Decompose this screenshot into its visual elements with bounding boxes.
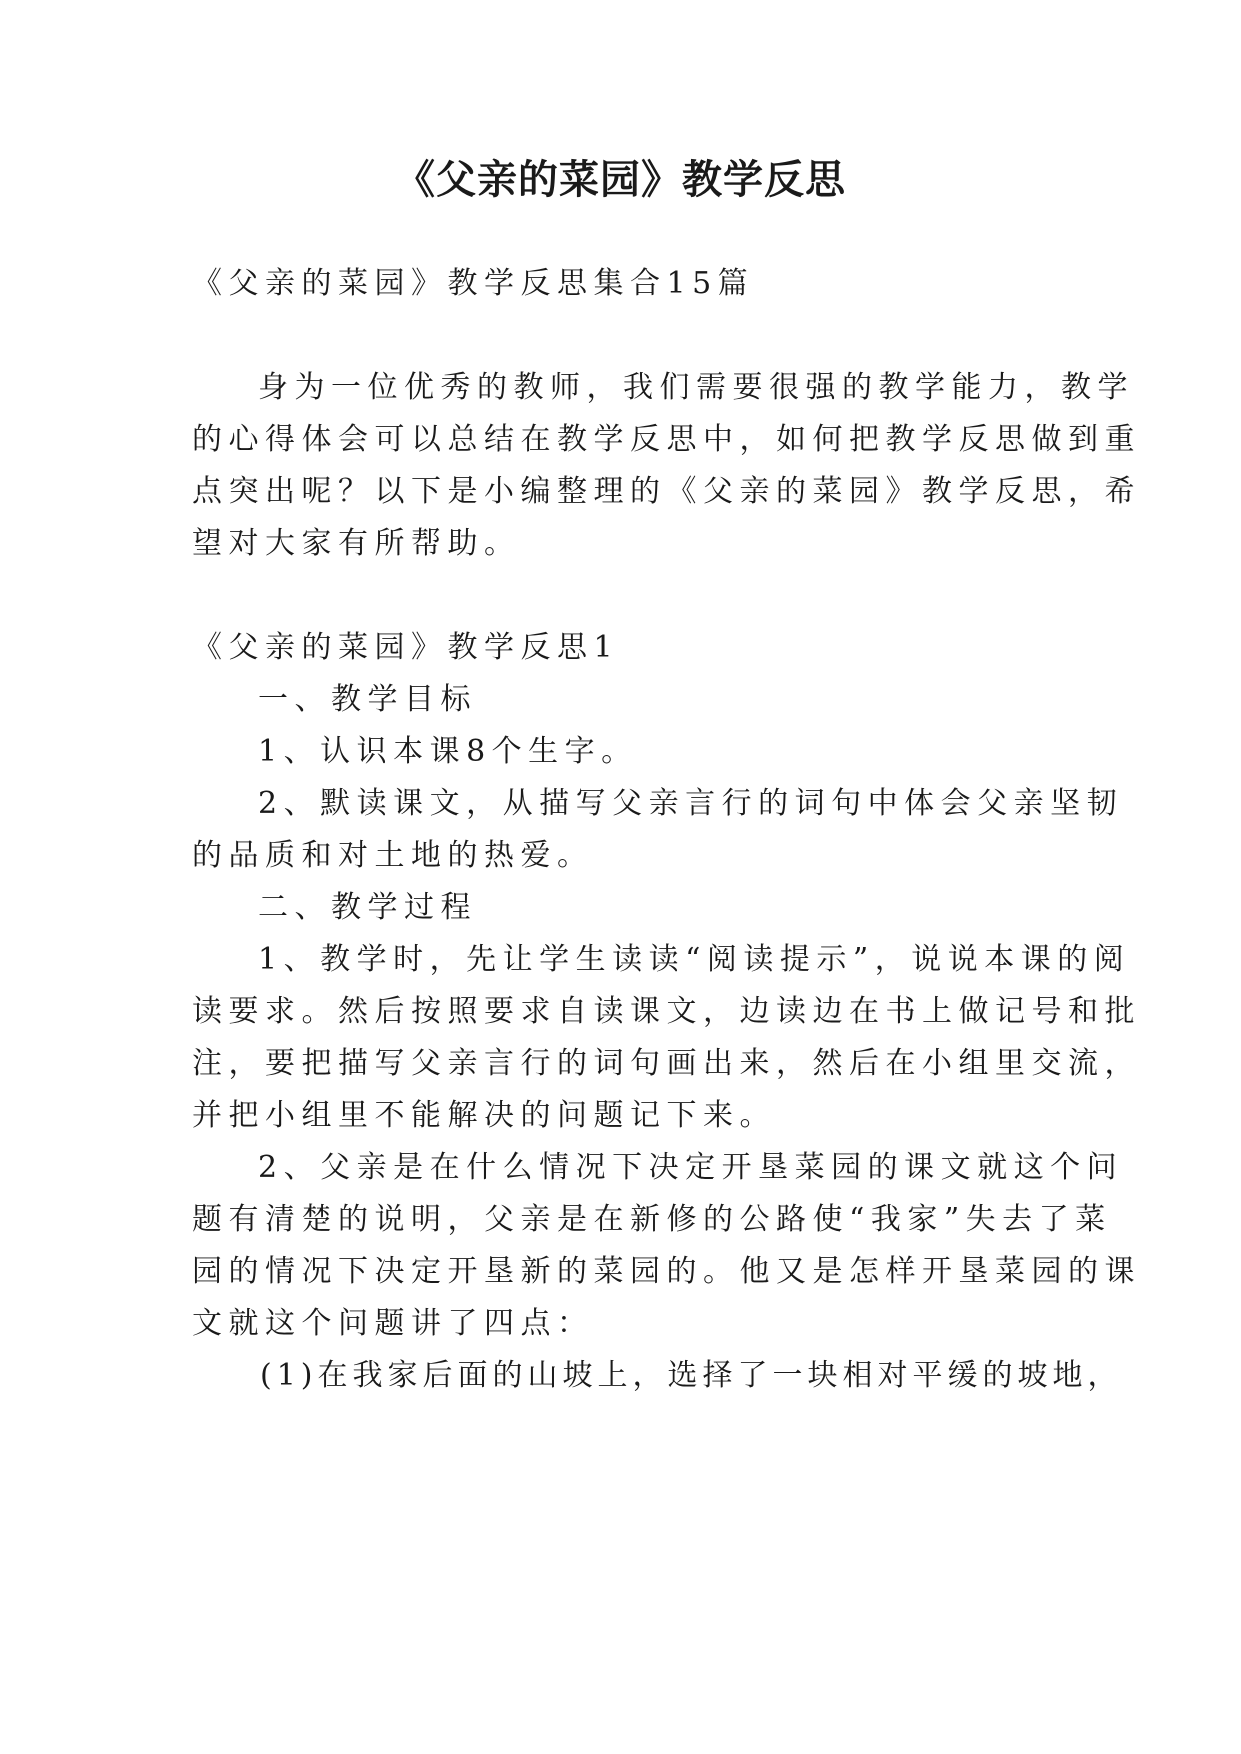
process-2-line-2: 题有清楚的说明，父亲是在新修的公路使“我家”失去了菜 [192, 1202, 1112, 1237]
process-2-line-3: 园的情况下决定开垦新的菜园的。他又是怎样开垦菜园的课 [192, 1254, 1141, 1289]
process-1-line-1: 1、教学时，先让学生读读“阅读提示”，说说本课的阅 [258, 942, 1131, 977]
process-2-line-1: 2、父亲是在什么情况下决定开垦菜园的课文就这个问 [258, 1150, 1124, 1185]
process-1-line-3: 注，要把描写父亲言行的词句画出来，然后在小组里交流， [192, 1046, 1141, 1081]
process-2-line-4: 文就这个问题讲了四点： [192, 1306, 594, 1341]
point-1: (1)在我家后面的山坡上，选择了一块相对平缓的坡地， [260, 1358, 1123, 1393]
goal-1: 1、认识本课8个生字。 [258, 734, 638, 769]
intro-line-4: 望对大家有所帮助。 [192, 526, 521, 561]
intro-line-1: 身为一位优秀的教师，我们需要很强的教学能力，教学 [258, 370, 1134, 405]
goal-2-line-2: 的品质和对土地的热爱。 [192, 838, 594, 873]
document-subtitle: 《父亲的菜园》教学反思集合15篇 [192, 266, 755, 301]
process-1-line-4: 并把小组里不能解决的问题记下来。 [192, 1098, 776, 1133]
document-title: 《父亲的菜园》教学反思 [395, 156, 846, 203]
intro-line-2: 的心得体会可以总结在教学反思中，如何把教学反思做到重 [192, 422, 1141, 457]
process-1-line-2: 读要求。然后按照要求自读课文，边读边在书上做记号和批 [192, 994, 1141, 1029]
process-heading: 二、教学过程 [258, 890, 477, 925]
goals-heading: 一、教学目标 [258, 682, 477, 717]
section-heading: 《父亲的菜园》教学反思1 [192, 630, 620, 665]
goal-2-line-1: 2、默读课文，从描写父亲言行的词句中体会父亲坚韧 [258, 786, 1124, 821]
intro-line-3: 点突出呢？以下是小编整理的《父亲的菜园》教学反思，希 [192, 474, 1141, 509]
